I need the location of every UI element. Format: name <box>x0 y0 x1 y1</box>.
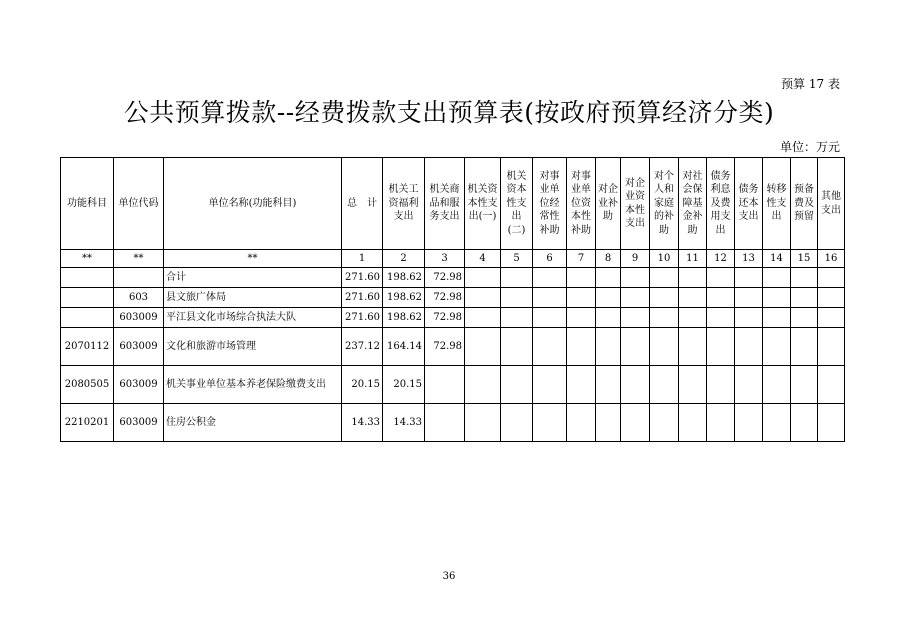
function-code-cell: 2070112 <box>61 328 114 366</box>
header-cell: 对事业单位经常性补助 <box>533 158 567 250</box>
header-cell: 机关商品和服务支出 <box>425 158 465 250</box>
wages-cell: 198.62 <box>383 268 425 288</box>
index-cell: 13 <box>735 250 763 268</box>
index-cell: 12 <box>707 250 735 268</box>
header-cell: 对个人和家庭的补助 <box>650 158 679 250</box>
function-code-cell: 2210201 <box>61 404 114 442</box>
table-row <box>61 404 845 442</box>
header-cell: 机关资本性支出(一) <box>465 158 501 250</box>
header-row <box>61 158 845 250</box>
index-cell: 6 <box>533 250 567 268</box>
index-cell: 10 <box>650 250 679 268</box>
index-cell: 9 <box>621 250 650 268</box>
unit-name-cell: 平江县文化市场综合执法大队 <box>164 308 342 328</box>
table-row <box>61 328 845 366</box>
goods-cell: 72.98 <box>425 308 465 328</box>
header-cell: 其他支出 <box>818 158 845 250</box>
function-code-cell <box>61 308 114 328</box>
table-row <box>61 308 845 328</box>
unit-name-cell: 机关事业单位基本养老保险缴费支出 <box>164 366 342 404</box>
budget-table <box>60 157 845 442</box>
header-cell: 单位名称(功能科目) <box>164 158 342 250</box>
index-cell: 15 <box>791 250 818 268</box>
header-cell: 单位代码 <box>114 158 164 250</box>
goods-cell: 72.98 <box>425 328 465 366</box>
header-cell: 对企业资本性支出 <box>621 158 650 250</box>
index-cell: 2 <box>383 250 425 268</box>
goods-cell <box>425 404 465 442</box>
index-cell: 16 <box>818 250 845 268</box>
total-cell: 271.60 <box>342 288 383 308</box>
table-row-total <box>61 268 845 288</box>
unit-name-cell: 县文旅广体局 <box>164 288 342 308</box>
index-cell: ** <box>61 250 114 268</box>
table-number: 预算 17 表 <box>781 77 840 91</box>
header-cell: 预备费及预留 <box>791 158 818 250</box>
wages-cell: 14.33 <box>383 404 425 442</box>
page-title: 公共预算拨款--经费拨款支出预算表(按政府预算经济分类) <box>123 98 775 127</box>
goods-cell: 72.98 <box>425 268 465 288</box>
index-cell: 1 <box>342 250 383 268</box>
header-cell: 债务利息及费用支出 <box>707 158 735 250</box>
function-code-cell <box>61 288 114 308</box>
index-cell: 3 <box>425 250 465 268</box>
unit-label: 单位：万元 <box>779 140 840 154</box>
index-cell: 14 <box>763 250 791 268</box>
index-cell: 4 <box>465 250 501 268</box>
function-code-cell: 2080505 <box>61 366 114 404</box>
function-code-cell <box>61 268 114 288</box>
unit-code-cell: 603009 <box>114 404 164 442</box>
header-cell: 对社会保障基金补助 <box>679 158 707 250</box>
wages-cell: 198.62 <box>383 288 425 308</box>
total-cell: 20.15 <box>342 366 383 404</box>
index-cell: ** <box>164 250 342 268</box>
table-row <box>61 366 845 404</box>
unit-code-cell: 603009 <box>114 308 164 328</box>
unit-name-cell: 文化和旅游市场管理 <box>164 328 342 366</box>
index-cell: ** <box>114 250 164 268</box>
header-cell: 转移性支出 <box>763 158 791 250</box>
index-cell: 11 <box>679 250 707 268</box>
unit-code-cell: 603009 <box>114 366 164 404</box>
header-cell: 机关工资福利支出 <box>383 158 425 250</box>
index-cell: 8 <box>596 250 621 268</box>
index-row <box>61 250 845 268</box>
goods-cell: 72.98 <box>425 288 465 308</box>
index-cell: 5 <box>501 250 533 268</box>
wages-cell: 20.15 <box>383 366 425 404</box>
header-cell: 对事业单位资本性补助 <box>567 158 596 250</box>
total-cell: 271.60 <box>342 268 383 288</box>
unit-name-cell: 住房公积金 <box>164 404 342 442</box>
unit-code-cell: 603009 <box>114 328 164 366</box>
unit-name-cell: 合计 <box>164 268 342 288</box>
header-cell: 机关资本性支出(二) <box>501 158 533 250</box>
unit-code-cell <box>114 268 164 288</box>
goods-cell <box>425 366 465 404</box>
table-row <box>61 288 845 308</box>
total-cell: 271.60 <box>342 308 383 328</box>
header-cell: 总 计 <box>342 158 383 250</box>
index-cell: 7 <box>567 250 596 268</box>
header-cell: 功能科目 <box>61 158 114 250</box>
header-cell: 债务还本支出 <box>735 158 763 250</box>
page-number: 36 <box>442 571 456 582</box>
total-cell: 14.33 <box>342 404 383 442</box>
header-cell: 对企业补助 <box>596 158 621 250</box>
wages-cell: 198.62 <box>383 308 425 328</box>
total-cell: 237.12 <box>342 328 383 366</box>
unit-code-cell: 603 <box>114 288 164 308</box>
wages-cell: 164.14 <box>383 328 425 366</box>
